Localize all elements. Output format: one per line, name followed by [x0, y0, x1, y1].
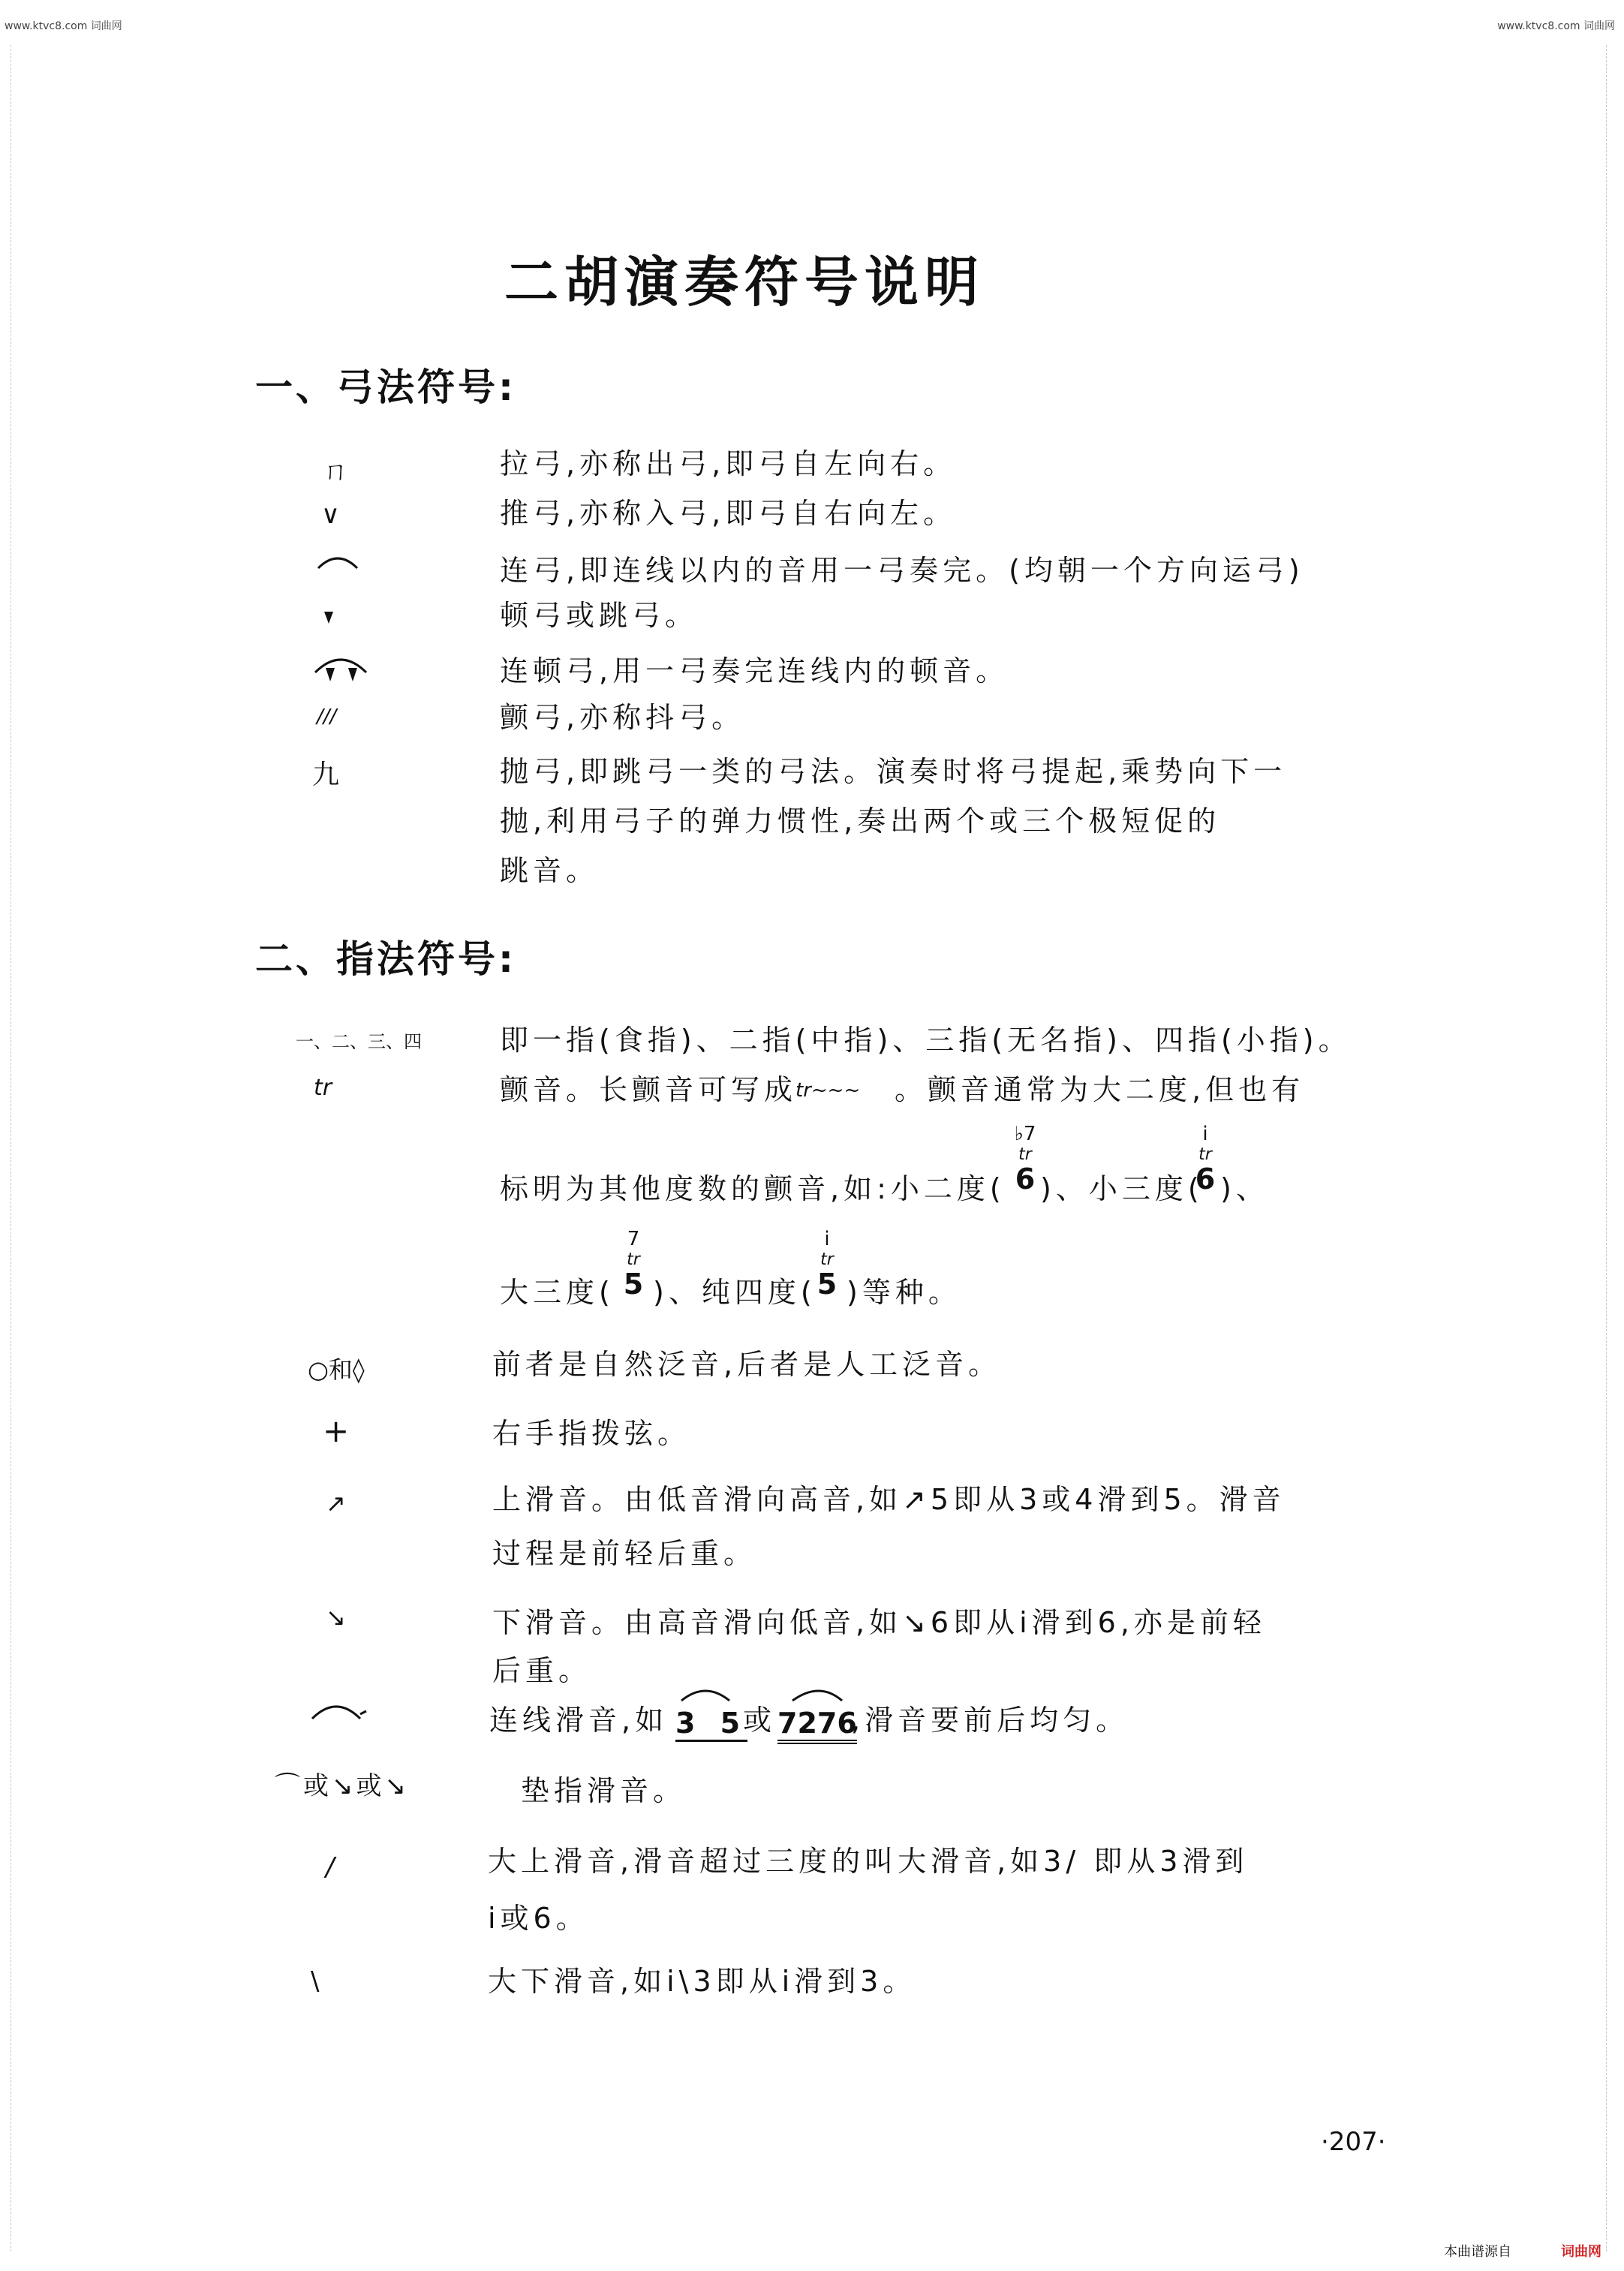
big-up-slide-symbol: /: [326, 1852, 335, 1882]
legato-example-b-notes: 7276: [777, 1707, 857, 1744]
trill-ex2-tr: tr: [1198, 1145, 1212, 1164]
trill-text-3c: )等种。: [847, 1276, 961, 1309]
big-up-slide-text-1: 大上滑音,滑音超过三度的叫大滑音,如3/ 即从3滑到: [488, 1845, 1249, 1878]
trill-text-3a: 大三度(: [500, 1276, 615, 1309]
pull-bow-symbol: ㄇ: [323, 456, 348, 486]
ricochet-text-2: 抛,利用弓子的弹力惯性,奏出两个或三个极短促的: [500, 805, 1221, 838]
trill-text-2b: )、小三度(: [1040, 1172, 1204, 1205]
tremolo-symbol: ///: [317, 705, 337, 728]
trill-text-1b: 。颤音通常为大二度,但也有: [895, 1073, 1305, 1106]
trill-symbol: tr: [314, 1075, 332, 1101]
footer-site-label: 词曲网: [1561, 2244, 1601, 2260]
trill-ex3-note: 5: [623, 1268, 644, 1301]
trill-ex1-top: ♭7: [1014, 1123, 1036, 1145]
up-slide-text-2: 过程是前轻后重。: [492, 1537, 757, 1570]
trill-ex1-note: 6: [1015, 1163, 1036, 1196]
legato-example-a-notes: 3 5: [675, 1707, 747, 1742]
push-bow-text: 推弓,亦称入弓,即弓自右向左。: [500, 497, 957, 530]
ricochet-text-1: 抛弓,即跳弓一类的弓法。演奏时将弓提起,乘势向下一: [500, 755, 1287, 788]
down-slide-text-2: 后重。: [492, 1654, 592, 1687]
slur-symbol: [315, 548, 360, 578]
grace-slide-text: 垫指滑音。: [521, 1774, 687, 1807]
trill-ex3-top: 7: [627, 1228, 640, 1250]
trill-ex4-top: i: [824, 1228, 830, 1250]
ricochet-symbol: 九: [312, 760, 340, 790]
harmonic-symbol: ○和◊: [308, 1355, 365, 1384]
down-slide-text-1: 下滑音。由高音滑向低音,如↘6即从i滑到6,亦是前轻: [492, 1606, 1266, 1639]
slur-arc-b-icon: [777, 1681, 845, 1704]
legato-slide-mid: 或: [743, 1704, 777, 1737]
up-slide-symbol: ↗: [326, 1489, 346, 1518]
ricochet-text-3: 跳音。: [500, 854, 600, 887]
trill-text-1a: 颤音。长颤音可写成: [500, 1073, 798, 1106]
legato-slide-text-b: ,滑音要前后均匀。: [851, 1704, 1129, 1737]
section-heading-bowing: 一、弓法符号:: [255, 365, 516, 409]
slurred-staccato-text: 连顿弓,用一弓奏完连线内的顿音。: [500, 654, 1009, 687]
watermark-right: www.ktvc8.com 词曲网: [1497, 20, 1615, 32]
trill-ex4-note: 5: [817, 1268, 838, 1301]
legato-slide-example-a: [675, 1681, 747, 1742]
staccato-symbol: [321, 603, 336, 633]
fingers-symbol: 一、二、三、四: [296, 1031, 422, 1052]
trill-ex1-tr: tr: [1018, 1145, 1032, 1164]
long-trill-mark: tr~~~: [795, 1079, 861, 1102]
tremolo-text: 颤弓,亦称抖弓。: [500, 701, 745, 734]
slur-arc-a-icon: [675, 1681, 735, 1704]
trill-text-3b: )、纯四度(: [653, 1276, 817, 1309]
slur-text: 连弓,即连线以内的音用一弓奏完。(均朝一个方向运弓): [500, 554, 1304, 587]
pull-bow-text: 拉弓,亦称出弓,即弓自左向右。: [500, 447, 957, 480]
grace-slide-symbol: ⌒或↘或↘: [275, 1771, 409, 1801]
watermark-left: www.ktvc8.com 词曲网: [5, 20, 122, 32]
big-down-slide-text: 大下滑音,如i\3即从i滑到3。: [488, 1965, 916, 1998]
trill-text-2c: )、: [1220, 1172, 1269, 1205]
slurred-staccato-icon: [311, 650, 371, 687]
pizzicato-symbol: +: [323, 1412, 350, 1449]
trill-ex4-tr: tr: [820, 1250, 834, 1269]
trill-text-2a: 标明为其他度数的颤音,如:小二度(: [500, 1172, 1006, 1205]
trill-example-perfect-fourth: [804, 1228, 850, 1299]
down-slide-symbol: ↘: [326, 1603, 346, 1632]
legato-slide-example-b: [777, 1681, 857, 1744]
trill-example-major-third: [611, 1228, 656, 1299]
trill-ex2-note: 6: [1195, 1163, 1216, 1196]
pizzicato-text: 右手指拨弦。: [492, 1417, 691, 1450]
right-margin-line: [1606, 45, 1607, 2251]
page-title: 二胡演奏符号说明: [504, 251, 985, 314]
page-number: ·207·: [1321, 2127, 1386, 2157]
fingers-text: 即一指(食指)、二指(中指)、三指(无名指)、四指(小指)。: [500, 1024, 1352, 1057]
legato-slide-symbol: [309, 1693, 369, 1726]
big-down-slide-symbol: \: [311, 1966, 320, 1996]
section-heading-fingering: 二、指法符号:: [255, 937, 516, 981]
staccato-icon: [321, 609, 336, 627]
big-up-slide-text-2: i或6。: [488, 1902, 589, 1935]
push-bow-symbol: ∨: [321, 500, 340, 530]
slurred-staccato-symbol: [311, 650, 371, 694]
up-slide-text-1: 上滑音。由低音滑向高音,如↗5即从3或4滑到5。滑音: [492, 1483, 1286, 1516]
trill-ex3-tr: tr: [627, 1250, 640, 1269]
staccato-text: 顿弓或跳弓。: [500, 599, 699, 632]
legato-slide-text-a: 连线滑音,如: [489, 1704, 669, 1737]
legato-slide-icon: [309, 1693, 369, 1723]
harmonic-text: 前者是自然泛音,后者是人工泛音。: [492, 1348, 1002, 1381]
slur-icon: [315, 549, 360, 571]
footer-source-label: 本曲谱源自: [1444, 2244, 1511, 2260]
trill-ex2-top: i: [1202, 1123, 1208, 1145]
